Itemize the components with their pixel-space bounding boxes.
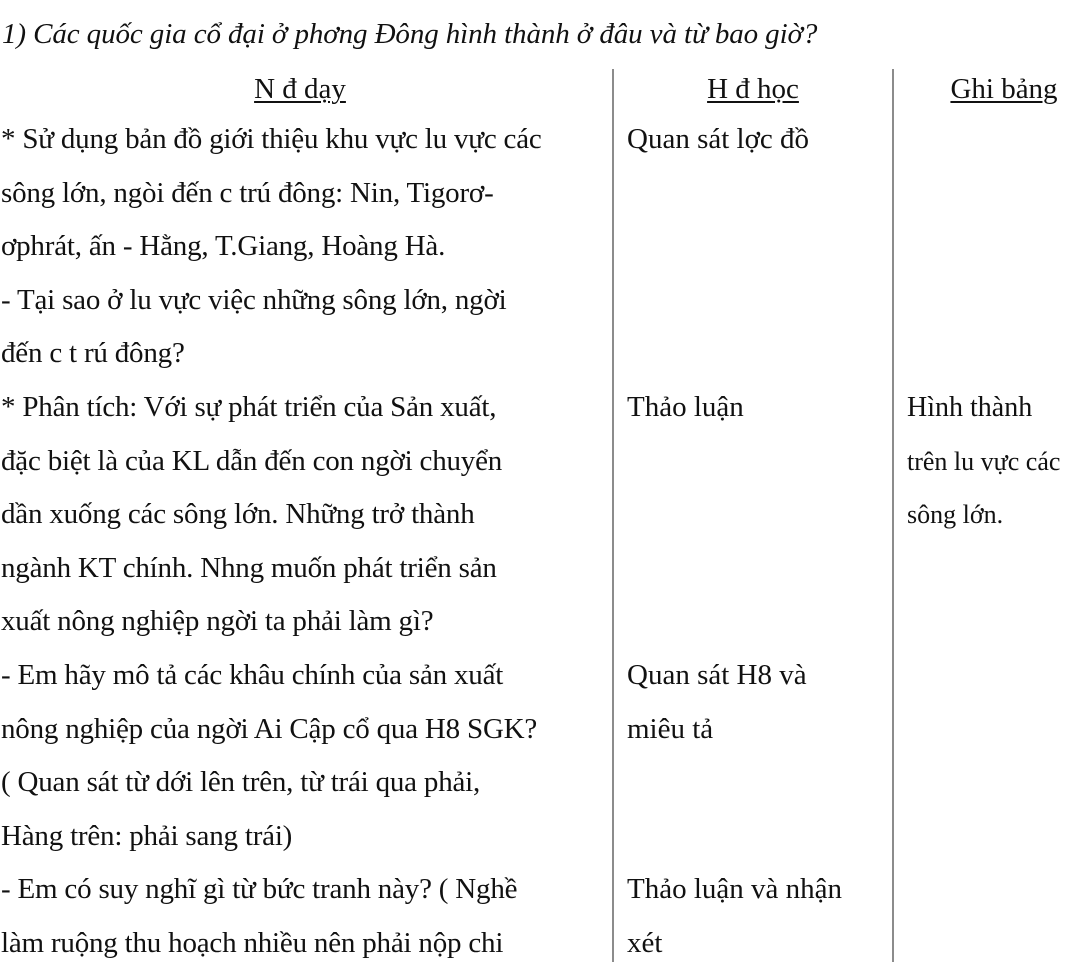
text-line: ơphrát, ấn - Hằng, T.Giang, Hoàng Hà. [1, 230, 446, 263]
column-divider-2 [892, 69, 894, 962]
header-board-notes: Ghi bảng [950, 73, 1058, 105]
text-line: Hàng trên: phải sang trái) [1, 819, 293, 852]
student-activity-cell [627, 113, 809, 167]
text-line: * Phân tích: Với sự phát triển của Sản xuất, [1, 390, 497, 423]
text-line: sông lớn. [907, 500, 1004, 530]
text-line: trên lu vực các [907, 446, 1061, 476]
text-line: Quan sát H8 và [627, 659, 807, 691]
text-line: * Sử dụng bản đồ giới thiệu khu vực lu vực các [1, 123, 542, 155]
text-line: dần xuống các sông lớn. Những trở thành [1, 498, 475, 531]
text-line: Hình thành [907, 392, 1033, 423]
text-line: Thảo luận và nhận [627, 873, 843, 905]
text-line: sông lớn, ngòi đến c trú đông: Nin, Tigorơ- [1, 176, 494, 209]
teacher-activity-column [1, 113, 606, 971]
text-line: xét [627, 926, 663, 959]
text-line: xuất nông nghiệp ngời ta phải làm gì? [1, 605, 434, 638]
text-line: Thảo luận [627, 391, 744, 423]
text-line: Quan sát lợc đồ [627, 123, 810, 155]
text-line: đến c t rú đông? [1, 337, 185, 370]
board-notes-cell [907, 381, 1060, 542]
question-heading: 1) Các quốc gia cổ đại ở phơng Đông hình thành ở đâu và từ bao giờ? [2, 18, 818, 50]
text-line: đặc biệt là của KL dẫn đến con ngời chuyển [1, 444, 503, 477]
student-activity-cell [627, 863, 842, 970]
text-line: miêu tả [627, 712, 714, 745]
text-line: - Tại sao ở lu vực việc những sông lớn, ngời [1, 283, 507, 316]
header-student-activity: H đ học [707, 73, 799, 105]
text-line: - Em có suy nghĩ gì từ bức tranh này? ( Nghề [1, 873, 518, 906]
text-line: - Em hãy mô tả các khâu chính của sản xuất [1, 658, 504, 691]
text-line: làm ruộng thu hoạch nhiều nên phải nộp chi [1, 926, 504, 959]
header-teacher-activity: N đ dạy [254, 73, 346, 105]
student-activity-cell [627, 381, 744, 435]
text-line: ( Quan sát từ dới lên trên, từ trái qua phải, [1, 766, 481, 799]
column-divider-1 [612, 69, 614, 962]
student-activity-cell [627, 649, 807, 756]
text-line: ngành KT chính. Nhng muốn phát triển sản [1, 551, 497, 584]
text-line: nông nghiệp của ngời Ai Cập cổ qua H8 SGK? [1, 712, 538, 745]
